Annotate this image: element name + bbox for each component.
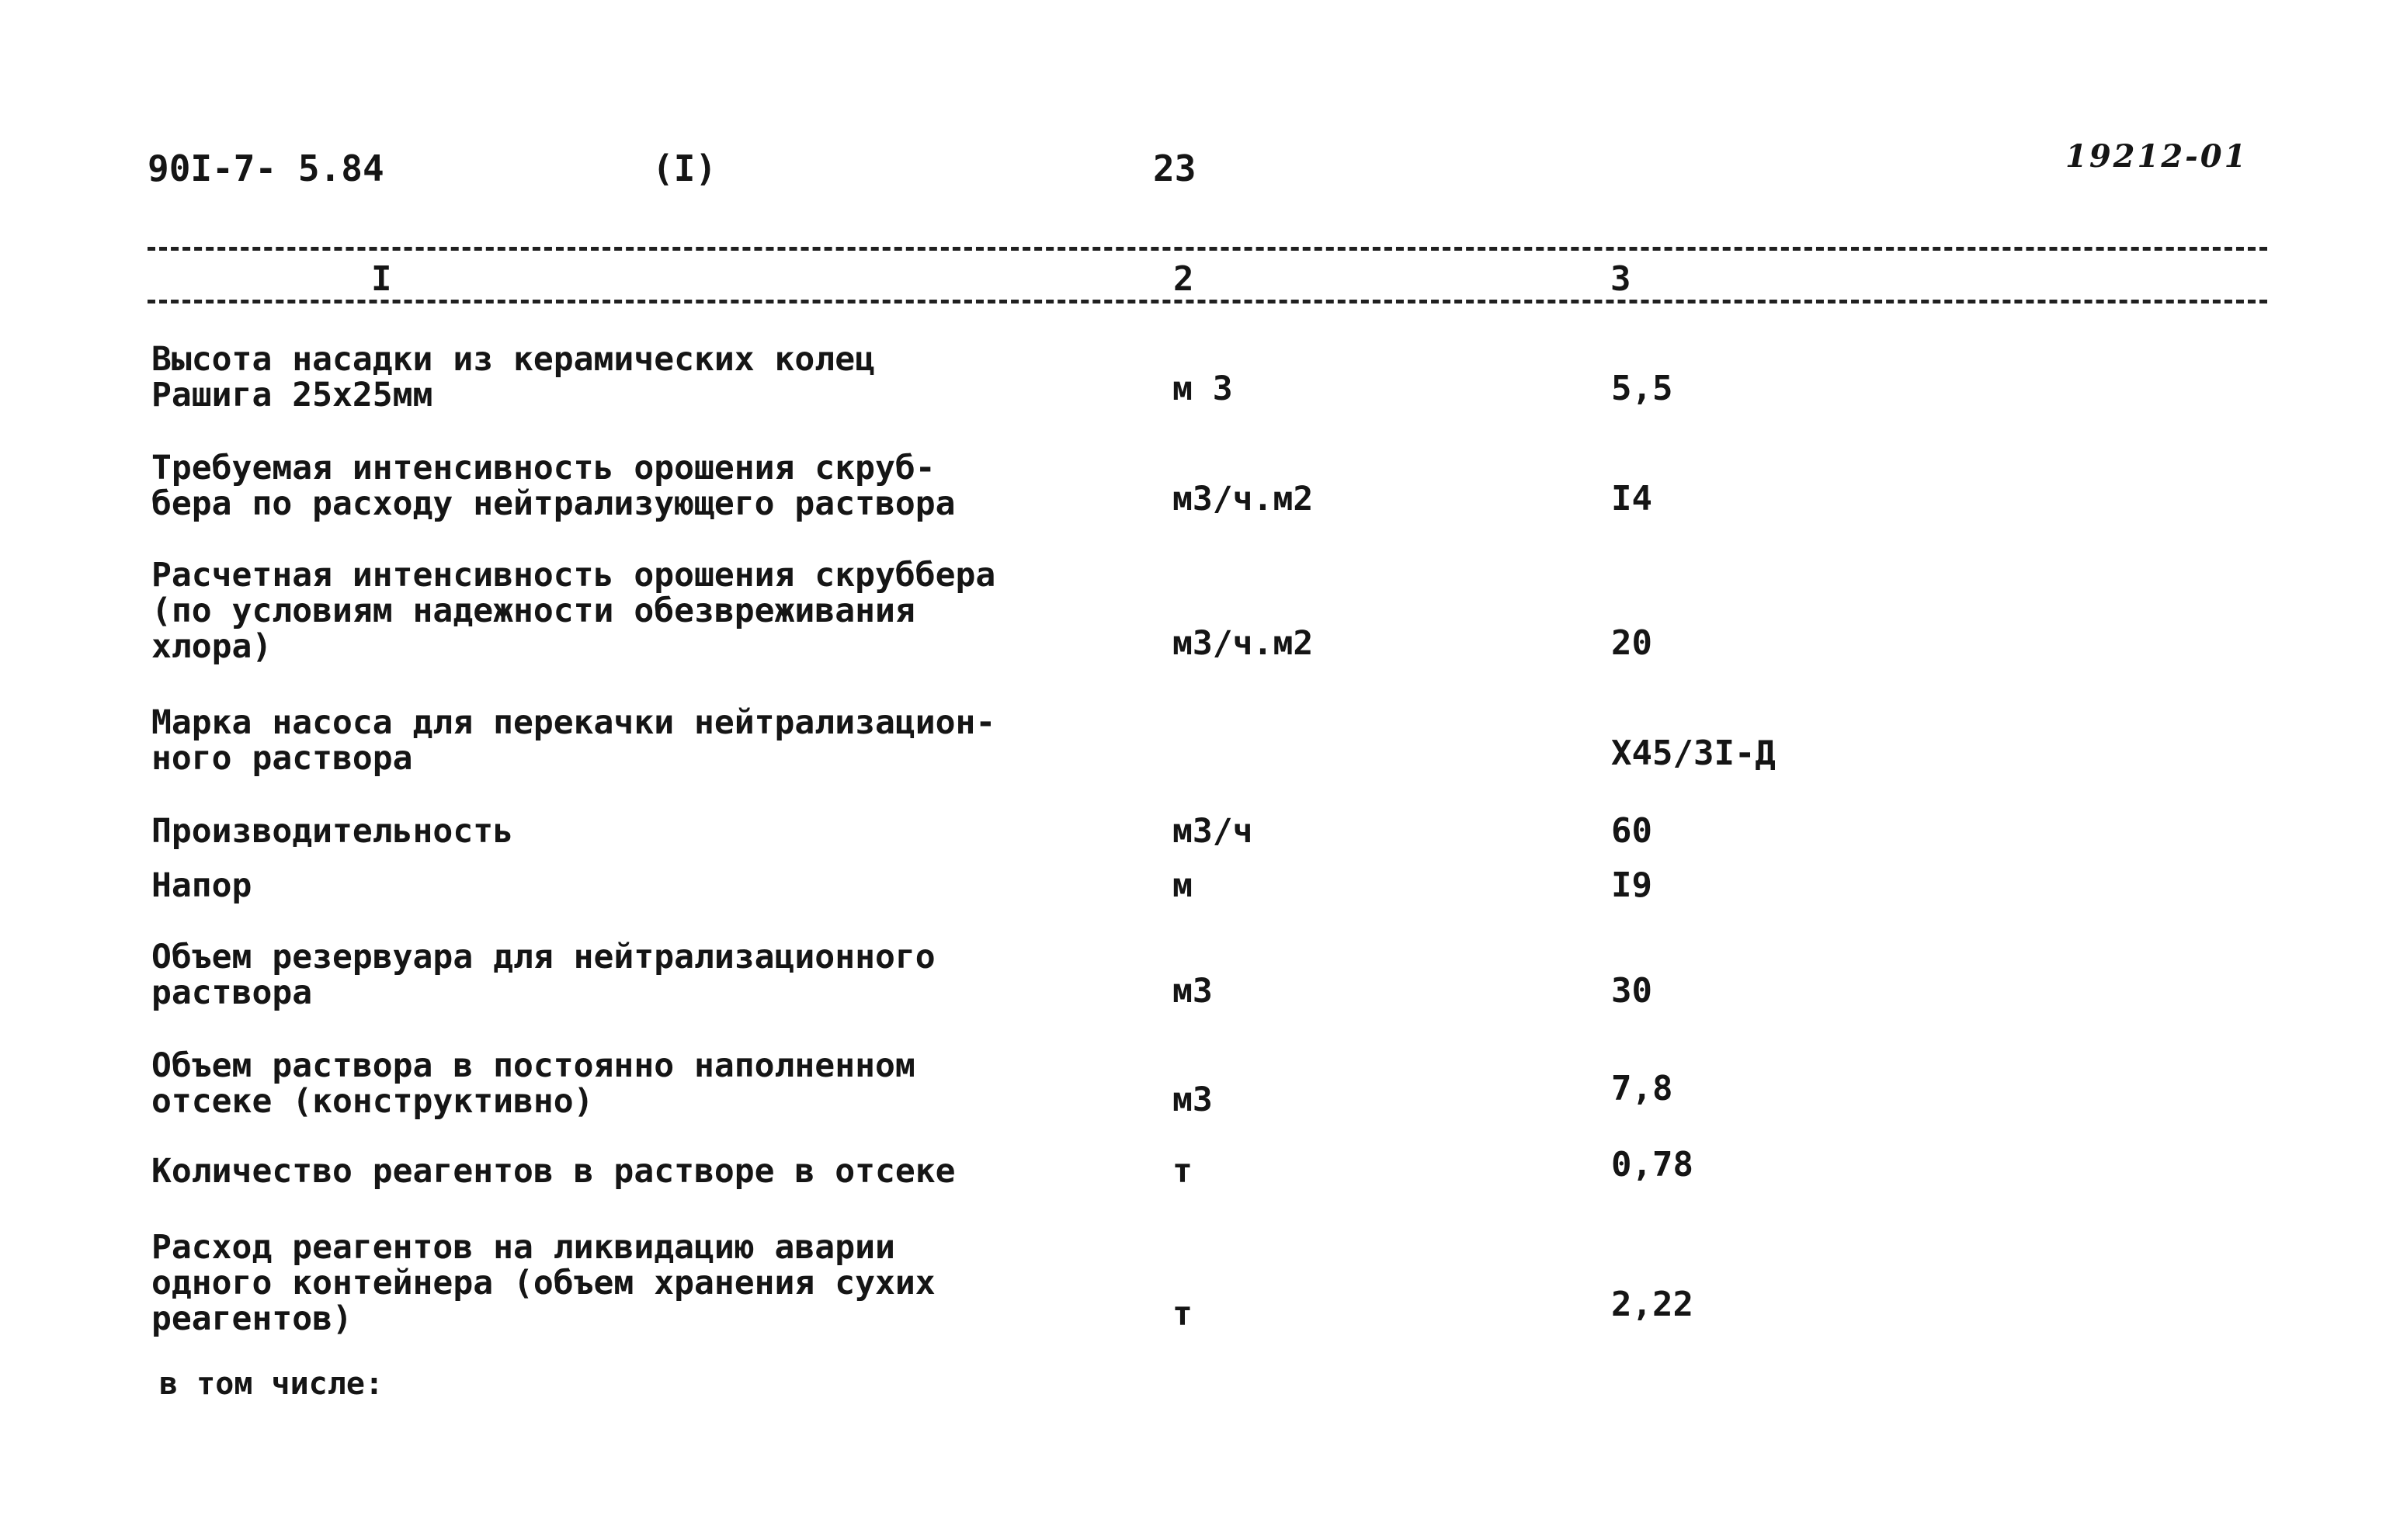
sheet-part: (I) <box>652 147 717 189</box>
parameter-text: Высота насадки из керамических колец Рашига 25х25мм <box>151 340 875 414</box>
value-text: 7,8 <box>1611 1069 1673 1108</box>
page-number: 23 <box>1153 147 1196 189</box>
unit-text: м3 <box>1172 1080 1213 1119</box>
value-text: 0,78 <box>1611 1145 1693 1184</box>
inventory-number: 19212-01 <box>2065 138 2249 175</box>
table-rule-bottom <box>148 300 2267 303</box>
parameter-text: Напор <box>151 866 252 905</box>
value-text: 30 <box>1611 971 1652 1011</box>
unit-text: м 3 <box>1172 369 1233 408</box>
doc-code: 90I-7- 5.84 <box>148 147 384 189</box>
including-label: в том числе: <box>159 1366 384 1402</box>
column-number-1: I <box>366 259 397 299</box>
parameter-text: Расчетная интенсивность орошения скруббера (по условиям надежности обезвреживания хлора) <box>151 556 996 666</box>
unit-text: м <box>1172 866 1193 905</box>
unit-text: м3 <box>1172 972 1213 1011</box>
parameter-text: Производительность <box>151 812 513 851</box>
parameter-text: Расход реагентов на ликвидацию аварии одного контейнера (объем хранения сухих реагентов) <box>151 1228 936 1338</box>
parameter-text: Объем раствора в постоянно наполненном отсеке (конструктивно) <box>151 1046 915 1121</box>
parameter-text: Марка насоса для перекачки нейтрализацион- ного раствора <box>151 703 996 778</box>
unit-text: т <box>1172 1152 1193 1191</box>
parameter-text: Требуемая интенсивность орошения скруб- бера по расходу нейтрализующего раствора <box>151 449 956 523</box>
unit-text: т <box>1172 1295 1193 1334</box>
unit-text: м3/ч <box>1172 812 1253 851</box>
value-text: 2,22 <box>1611 1285 1693 1324</box>
unit-text: м3/ч.м2 <box>1172 480 1314 519</box>
value-text: 20 <box>1611 623 1652 663</box>
value-text: I9 <box>1611 865 1652 905</box>
table-rule-top <box>148 247 2267 251</box>
parameter-text: Количество реагентов в растворе в отсеке <box>151 1152 956 1191</box>
value-text: 5,5 <box>1611 369 1673 408</box>
parameter-text: Объем резервуара для нейтрализационного раствора <box>151 938 936 1012</box>
column-number-2: 2 <box>1169 259 1199 299</box>
column-number-3: 3 <box>1606 259 1636 299</box>
unit-text: м3/ч.м2 <box>1172 624 1314 663</box>
value-text: 60 <box>1611 811 1652 851</box>
value-text: Х45/3I-Д <box>1611 734 1776 773</box>
value-text: I4 <box>1611 479 1652 519</box>
